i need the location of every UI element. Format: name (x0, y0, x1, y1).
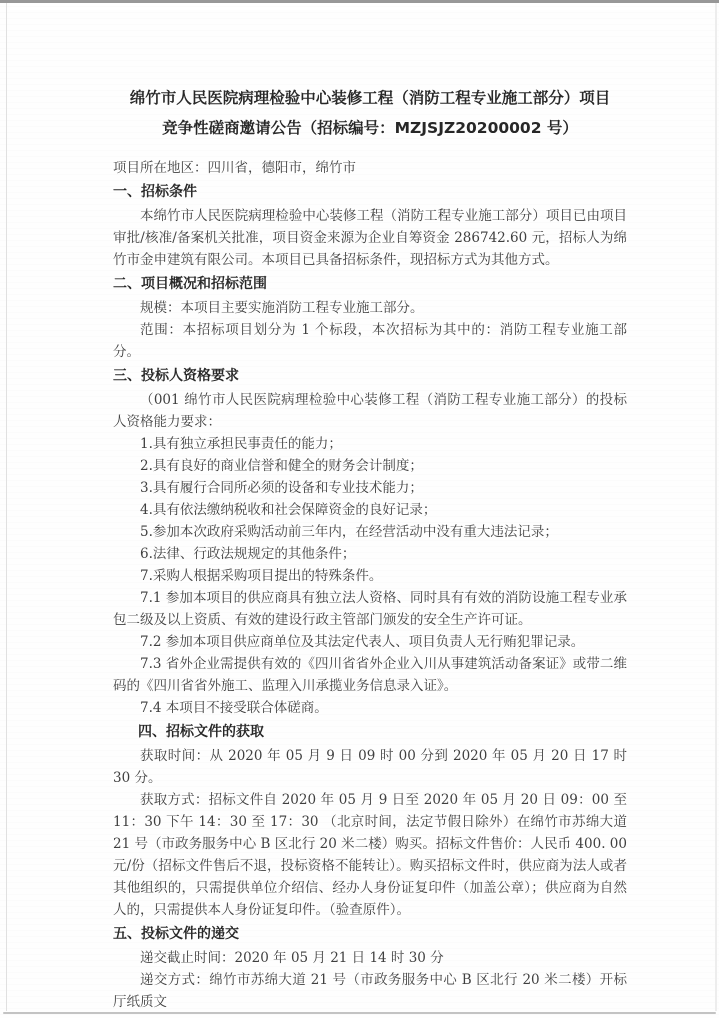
qualification-item: 6.法律、行政法规规定的其他条件； (140, 546, 356, 562)
section2-scope: 范围：本招标项目划分为 1 个标段，本次招标为其中的：消防工程专业施工部分。 (113, 322, 627, 360)
qualification-item: 4.具有依法缴纳税收和社会保障资金的良好记录； (140, 502, 437, 518)
section1-heading: 一、招标条件 (113, 184, 197, 200)
scan-edge-left (6, 3, 7, 1011)
section3-heading: 三、投标人资格要求 (113, 368, 239, 384)
section5-heading: 五、投标文件的递交 (113, 926, 239, 942)
document-title-line2: 竞争性磋商邀请公告（招标编号：MZJSJZ20200002 号） (162, 119, 578, 137)
section5-deadline: 递交截止时间：2020 年 05 月 21 日 14 时 30 分 (140, 950, 444, 966)
qualification-subitem: 7.3 省外企业需提供有效的《四川省省外企业入川从事建筑活动备案证》或带二维码的《四川省省外施工、监理入川承揽业务信息录入证》。 (113, 656, 627, 694)
qualification-subitem: 7.4 本项目不接受联合体磋商。 (140, 700, 328, 716)
section4-heading: 四、招标文件的获取 (138, 724, 264, 740)
qualification-item: 5.参加本次政府采购活动前三年内，在经营活动中没有重大违法记录； (140, 524, 558, 540)
section1-body: 本绵竹市人民医院病理检验中心装修工程（消防工程专业施工部分）项目已由项目审批/核准/备案机关批准，项目资金来源为企业自筹资金 286742.60 元，招标人为绵竹市金申建筑有限公司。本项目已具备招标条件，现招标方式为其他方式。 (113, 208, 627, 268)
project-location-line: 项目所在地区：四川省，德阳市，绵竹市 (113, 160, 356, 176)
scan-edge-right (715, 3, 717, 1011)
section4-obtain-time: 获取时间：从 2020 年 05 月 9 日 09 时 00 分到 2020 年 05 月 20 日 17 时 30 分。 (113, 748, 627, 786)
qualification-item: 3.具有履行合同所必须的设备和专业技术能力； (140, 480, 423, 496)
section3-intro: （001 绵竹市人民医院病理检验中心装修工程（消防工程专业施工部分）的投标人资格能力要求： (113, 392, 627, 430)
document-body (113, 157, 627, 1013)
qualification-item: 7.采购人根据采购项目提出的特殊条件。 (140, 568, 383, 584)
qualification-subitem: 7.2 参加本项目供应商单位及其法定代表人、项目负责人无行贿犯罪记录。 (140, 634, 585, 650)
qualification-item: 1.具有独立承担民事责任的能力； (140, 436, 342, 452)
section4-obtain-method: 获取方式：招标文件自 2020 年 05 月 9 日至 2020 年 05 月 20 日 09：00 至 11：30 下午 14：30 至 17：30 （北京时间，法定节假日除外）在绵竹市苏绵大道 21 号（市政务服务中心 B 区北行 20 米二楼）购买。招标文件售价：人民币 400. 00 元/份（招标文件售后不退，投标资格不能转让）。购买招标文件时，供应商为法人或者其他组织的，只需提供单位介绍信、经办人身份证复印件（加盖公章）；供应商为自然人的，只需提供本人身份证复印件。（验查原件）。 (113, 792, 627, 918)
section5-submit-method: 递交方式：绵竹市苏绵大道 21 号（市政务服务中心 B 区北行 20 米二楼）开标厅纸质文 (113, 972, 627, 1010)
document-content (113, 86, 627, 1013)
section2-heading: 二、项目概况和招标范围 (113, 276, 267, 292)
qualification-item: 2.具有良好的商业信誉和健全的财务会计制度； (140, 458, 423, 474)
document-title-line1: 绵竹市人民医院病理检验中心装修工程（消防工程专业施工部分）项目 (129, 89, 611, 107)
scan-edge-top (0, 0, 719, 3)
section2-scale: 规模：本项目主要实施消防工程专业施工部分。 (140, 300, 424, 316)
qualification-subitem: 7.1 参加本项目的供应商具有独立法人资格、同时具有有效的消防设施工程专业承包二级及以上资质、有效的建设行政主管部门颁发的安全生产许可证。 (113, 590, 627, 628)
